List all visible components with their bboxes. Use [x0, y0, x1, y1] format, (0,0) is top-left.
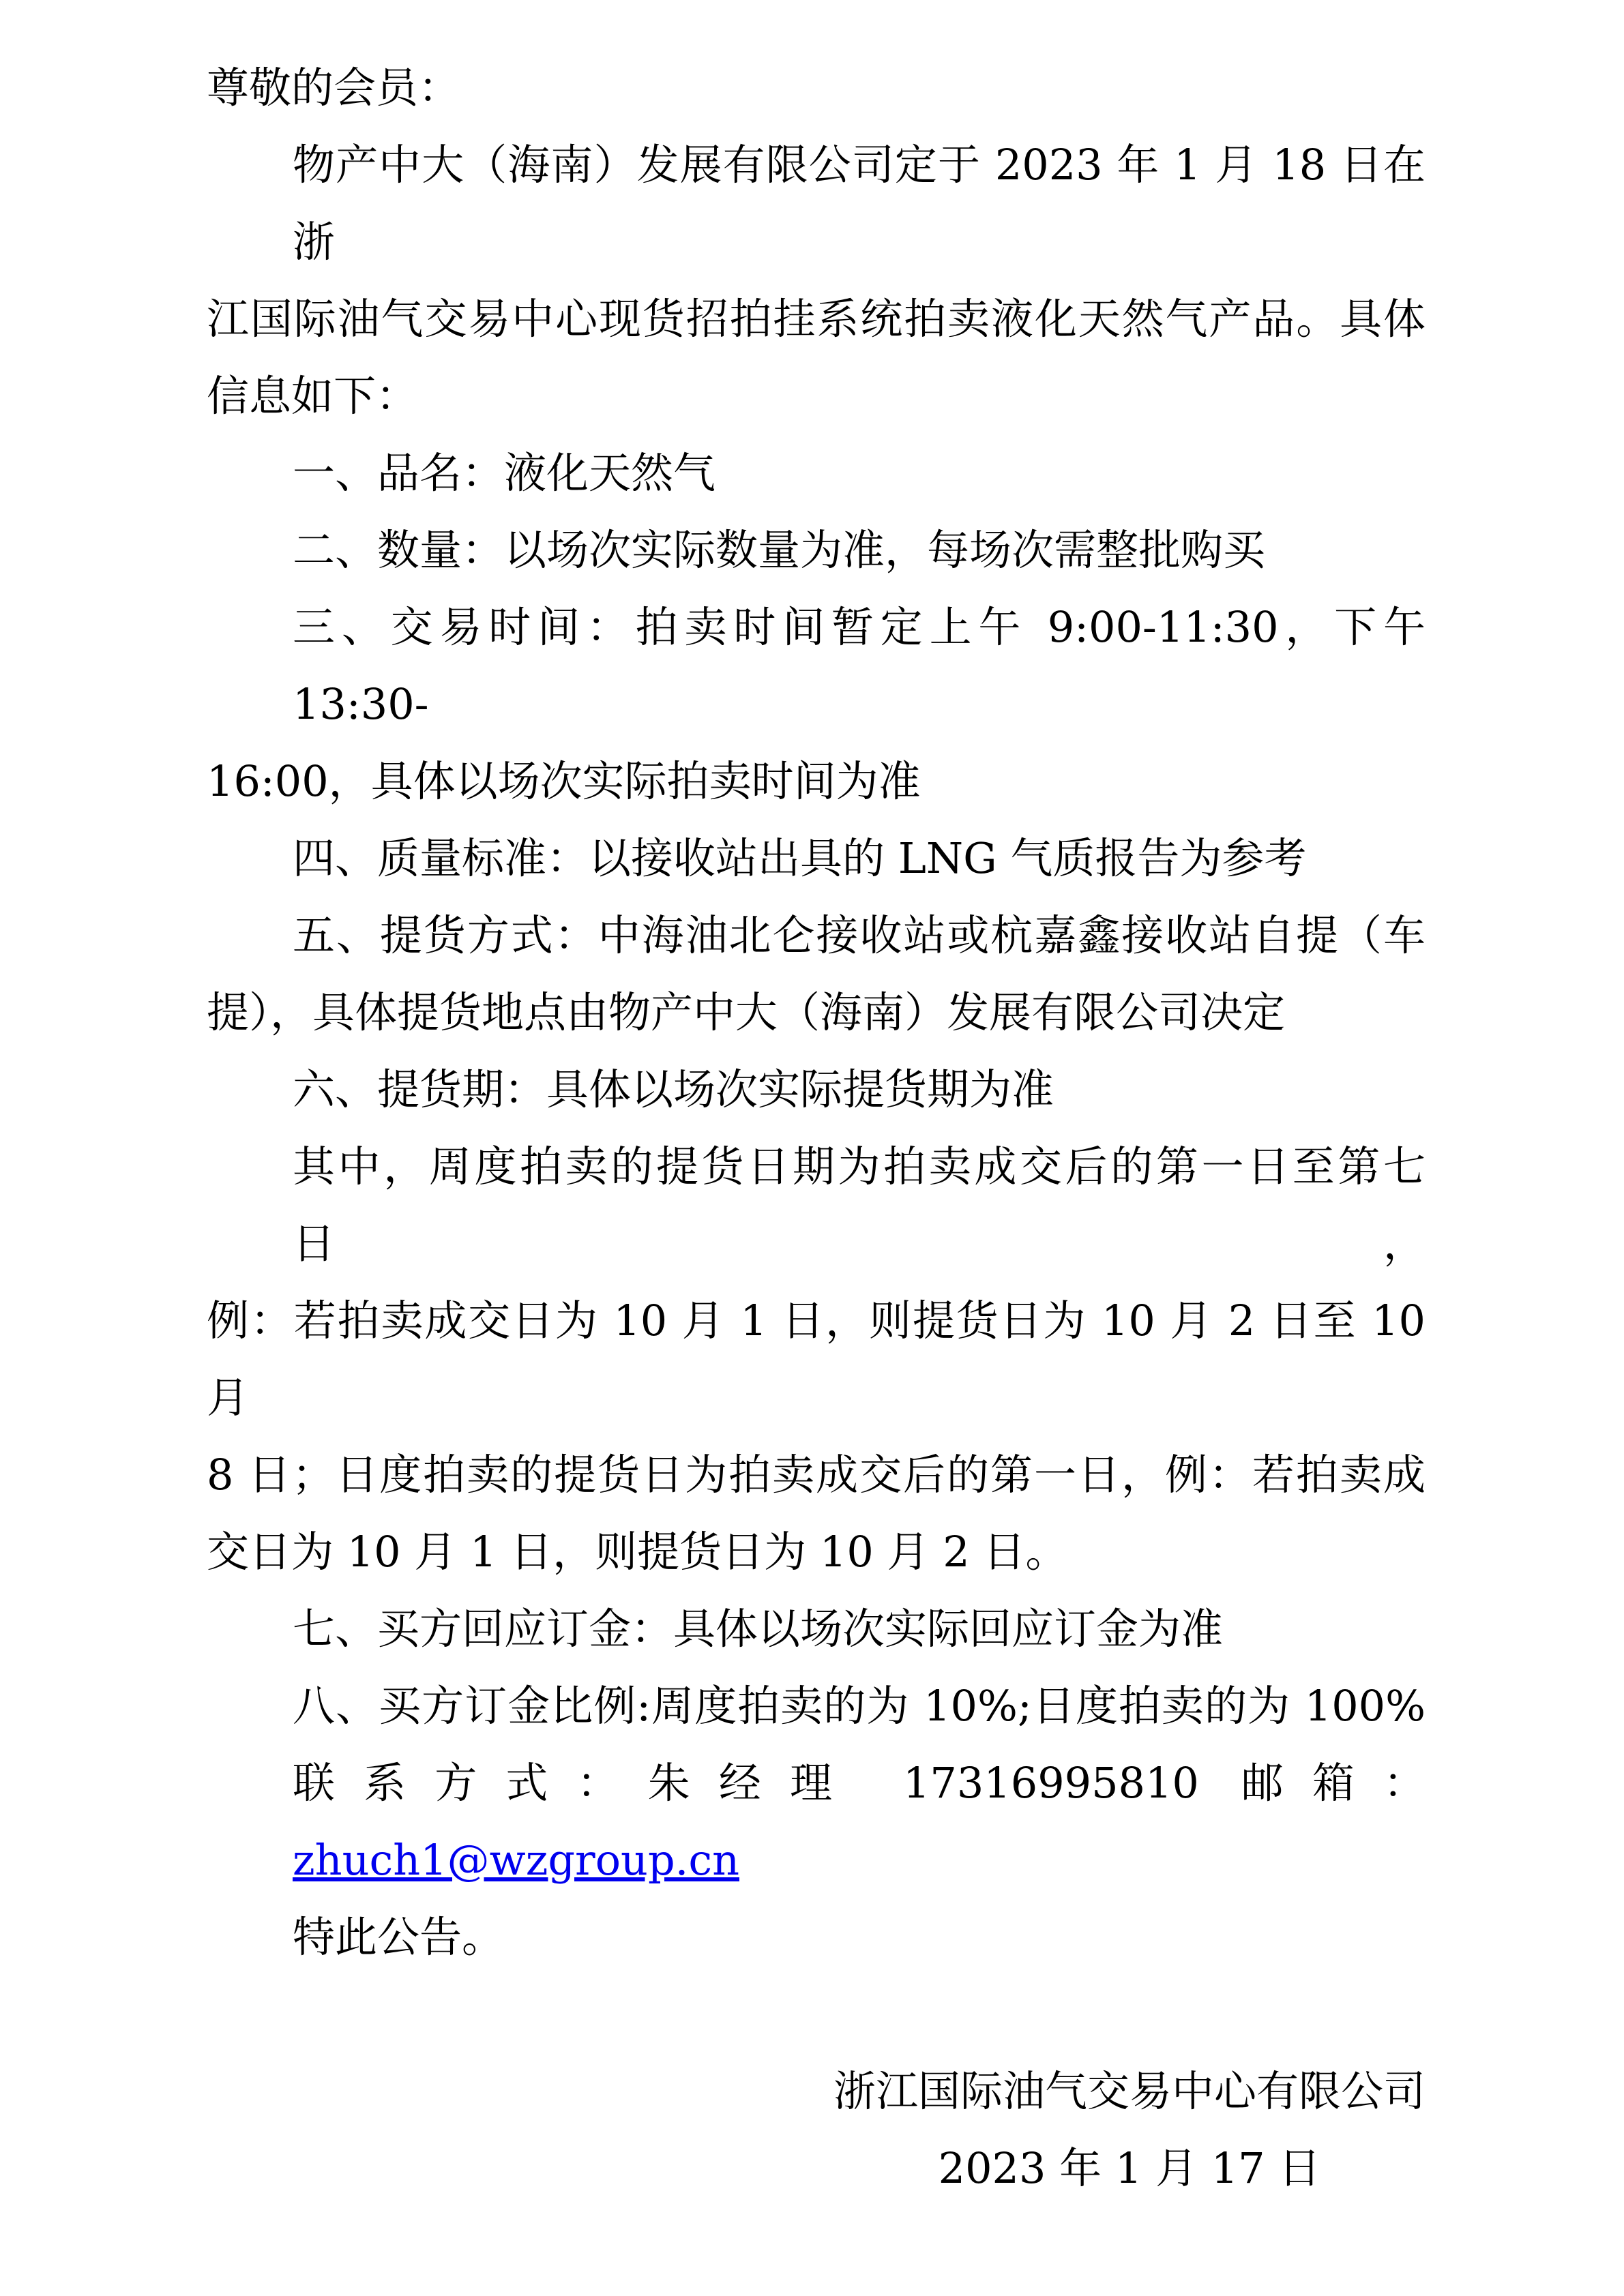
- signature-date: 2023 年 1 月 17 日: [938, 2143, 1321, 2193]
- item-6-note-line-4: 交日为 10 月 1 日，则提货日为 10 月 2 日。: [207, 1527, 1068, 1577]
- contact-line: [207, 1744, 1426, 1898]
- item-1-product-name: 一、品名：液化天然气: [293, 448, 716, 498]
- email-link[interactable]: zhuch1@wzgroup.cn: [293, 1835, 739, 1885]
- contact-text: 联系方式：朱经理 17316995810 邮箱：: [293, 1758, 1426, 1808]
- intro-line-3: 信息如下：: [207, 371, 419, 421]
- item-4-quality-standard: 四、质量标准：以接收站出具的 LNG 气质报告为参考: [293, 833, 1307, 883]
- signature-company: 浙江国际油气交易中心有限公司: [833, 2066, 1426, 2116]
- item-6-note-line-1: 其中，周度拍卖的提货日期为拍卖成交后的第一日至第七日，: [293, 1142, 1426, 1268]
- item-5-pickup-method-line-2: 提），具体提货地点由物产中大（海南）发展有限公司决定: [207, 987, 1286, 1037]
- item-3-trading-time-line-1: 三、交易时间：拍卖时间暂定上午 9:00-11:30，下午 13:30-: [293, 602, 1426, 729]
- intro-line-1: 物产中大（海南）发展有限公司定于 2023 年 1 月 18 日在浙: [293, 140, 1426, 267]
- closing-line: 特此公告。: [293, 1912, 505, 1962]
- announcement-body: [207, 49, 1426, 2207]
- item-6-note-line-3: 8 日；日度拍卖的提货日为拍卖成交后的第一日，例：若拍卖成: [207, 1450, 1426, 1500]
- item-6-pickup-period: 六、提货期：具体以场次实际提货期为准: [293, 1064, 1054, 1114]
- signature-block: [833, 2053, 1426, 2207]
- item-6-note-line-2: 例：若拍卖成交日为 10 月 1 日，则提货日为 10 月 2 日至 10 月: [207, 1296, 1426, 1422]
- item-2-quantity: 二、数量：以场次实际数量为准，每场次需整批购买: [293, 525, 1266, 575]
- item-7-buyer-deposit: 七、买方回应订金：具体以场次实际回应订金为准: [293, 1604, 1224, 1654]
- item-3-trading-time-line-2: 16:00，具体以场次实际拍卖时间为准: [207, 756, 921, 806]
- item-8-deposit-ratio: 八、买方订金比例:周度拍卖的为 10%;日度拍卖的为 100%: [293, 1681, 1426, 1731]
- item-5-pickup-method-line-1: 五、提货方式：中海油北仑接收站或杭嘉鑫接收站自提（车: [293, 910, 1426, 960]
- intro-line-2: 江国际油气交易中心现货招拍挂系统拍卖液化天然气产品。具体: [207, 294, 1426, 344]
- salutation: 尊敬的会员：: [207, 63, 461, 113]
- blank-line: [207, 1976, 1426, 2053]
